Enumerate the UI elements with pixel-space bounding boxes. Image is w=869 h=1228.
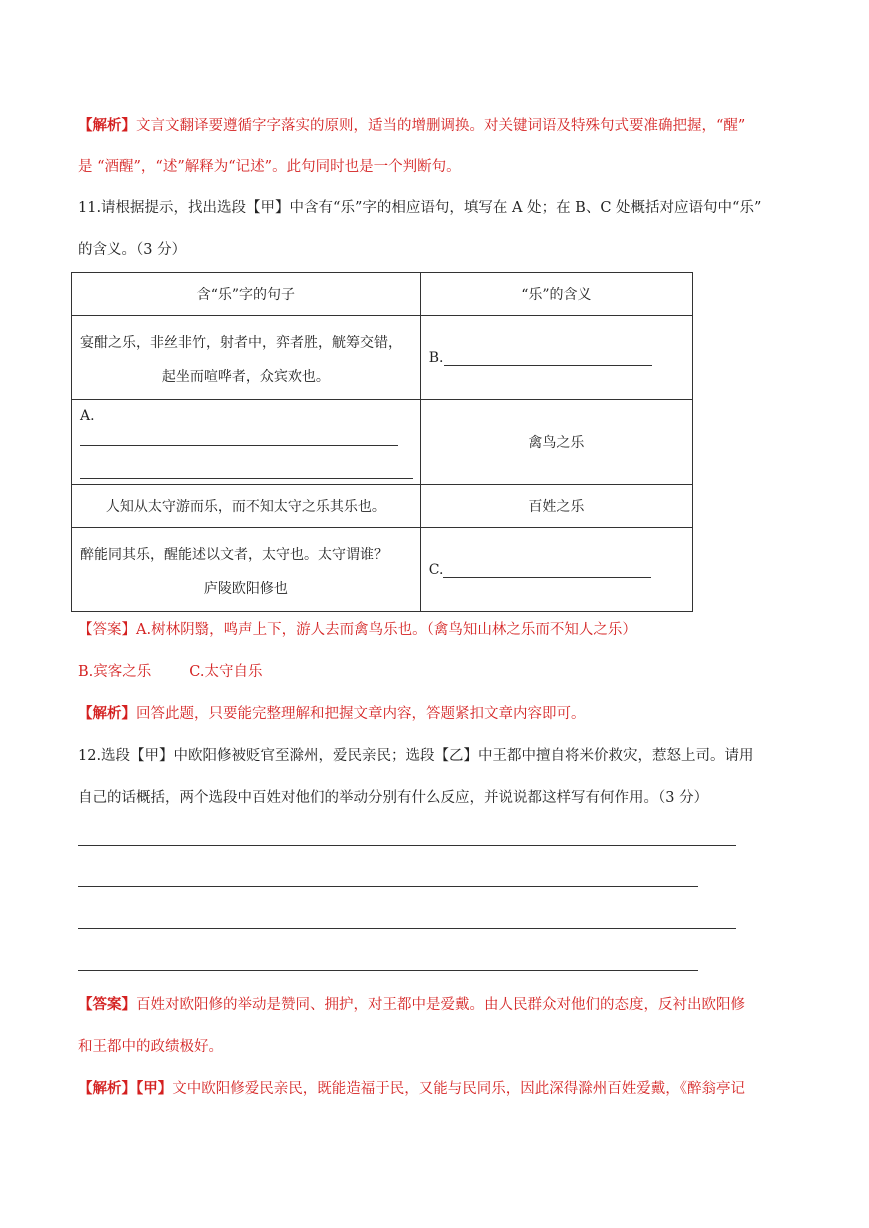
question-11-line-2: 的含义。（3 分） bbox=[78, 242, 187, 258]
table-cell-sentence-3: 人知从太守游而乐，而不知太守之乐其乐也。 bbox=[72, 485, 421, 528]
answer-11-line-2 bbox=[78, 662, 262, 682]
blank-b-label: B. bbox=[428, 349, 444, 366]
table-header-left: 含“乐”字的句子 bbox=[72, 273, 421, 316]
table-header-right: “乐”的含义 bbox=[420, 273, 692, 316]
table-row bbox=[72, 400, 693, 485]
table-cell-sentence-1 bbox=[72, 316, 421, 400]
blank-a-line-2[interactable] bbox=[80, 464, 413, 479]
question-11-line-1: 11.请根据提示，找出选段【甲】中含有“乐”字的相应语句，填写在 A 处；在 B、C 处概括对应语句中“乐” bbox=[78, 200, 762, 216]
table-header-row bbox=[72, 273, 693, 316]
table-cell-meaning-b bbox=[420, 316, 692, 400]
table-cell-meaning-c bbox=[420, 528, 692, 612]
blank-c-line[interactable] bbox=[443, 563, 651, 578]
analysis-12-tag: 【解析】 bbox=[78, 1080, 136, 1097]
table-cell-sentence-a bbox=[72, 400, 421, 485]
table-row bbox=[72, 528, 693, 612]
table-cell-meaning-3: 百姓之乐 bbox=[420, 485, 692, 528]
sentence-4-line-2: 庐陵欧阳修也 bbox=[203, 580, 288, 597]
table-cell-meaning-2: 禽鸟之乐 bbox=[420, 400, 692, 485]
question-12-line-2: 自己的话概括，两个选段中百姓对他们的举动分别有什么反应，并说说都这样写有何作用。（3 分） bbox=[78, 790, 709, 806]
sentence-4-line-1: 醉能同其乐，醒能述以文者，太守也。太守谓谁？ bbox=[80, 546, 388, 563]
analysis-12-line bbox=[78, 1079, 745, 1099]
answer-12-text-1: 百姓对欧阳修的举动是赞同、拥护，对王都中是爱戴。由人民群众对他们的态度，反衬出欧阳修 bbox=[136, 997, 745, 1013]
blank-a-line-1[interactable] bbox=[80, 431, 398, 446]
analysis-12-text: 文中欧阳修爱民亲民，既能造福于民，又能与民同乐，因此深得滁州百姓爱戴，《醉翁亭记 bbox=[172, 1081, 745, 1097]
analysis-12-subtag: 【甲】 bbox=[136, 1080, 173, 1097]
analysis-text-1: 文言文翻译要遵循字字落实的原则，适当的增删调换。对关键词语及特殊句式要准确把握，“醒” bbox=[136, 118, 746, 134]
analysis-11-line bbox=[78, 704, 586, 724]
answer-line-3[interactable] bbox=[78, 928, 736, 929]
answer-12-tag: 【答案】 bbox=[78, 996, 136, 1013]
answer-11-c: C.太守自乐 bbox=[189, 664, 263, 680]
analysis-11-text: 回答此题，只要能完整理解和把握文章内容，答题紧扣文章内容即可。 bbox=[136, 706, 586, 722]
answer-line-4[interactable] bbox=[78, 970, 698, 971]
blank-a-label: A. bbox=[80, 408, 95, 424]
analysis-line-2: 是 “酒醒”，“述”解释为“记述”。此句同时也是一个判断句。 bbox=[78, 159, 461, 175]
analysis-tag: 【解析】 bbox=[78, 117, 136, 134]
blank-c-label: C. bbox=[428, 561, 444, 578]
answer-11-b: B.宾客之乐 bbox=[78, 664, 152, 680]
table-row bbox=[72, 485, 693, 528]
sentence-1-line-2: 起坐而喧哗者，众宾欢也。 bbox=[161, 368, 330, 385]
answer-12-line-2: 和王都中的政绩极好。 bbox=[78, 1039, 223, 1055]
answer-line-2[interactable] bbox=[78, 886, 698, 887]
table-row bbox=[72, 316, 693, 400]
answer-12-line-1 bbox=[78, 995, 745, 1015]
sentence-1-line-1: 宴酣之乐，非丝非竹，射者中，弈者胜，觥筹交错， bbox=[80, 334, 402, 351]
blank-b-line[interactable] bbox=[444, 351, 652, 366]
analysis-11-tag: 【解析】 bbox=[78, 705, 136, 722]
answer-line-1[interactable] bbox=[78, 845, 736, 846]
question-12-line-1: 12.选段【甲】中欧阳修被贬官至滁州，爱民亲民；选段【乙】中王都中擅自将米价救灾，惹怒上司。请用 bbox=[78, 748, 754, 764]
answer-11-line-1: 【答案】A.树林阴翳，鸣声上下，游人去而禽鸟乐也。（禽鸟知山林之乐而不知人之乐） bbox=[78, 622, 637, 638]
table-cell-sentence-4 bbox=[72, 528, 421, 612]
analysis-line-1 bbox=[78, 116, 745, 136]
question-11-table bbox=[71, 272, 693, 612]
